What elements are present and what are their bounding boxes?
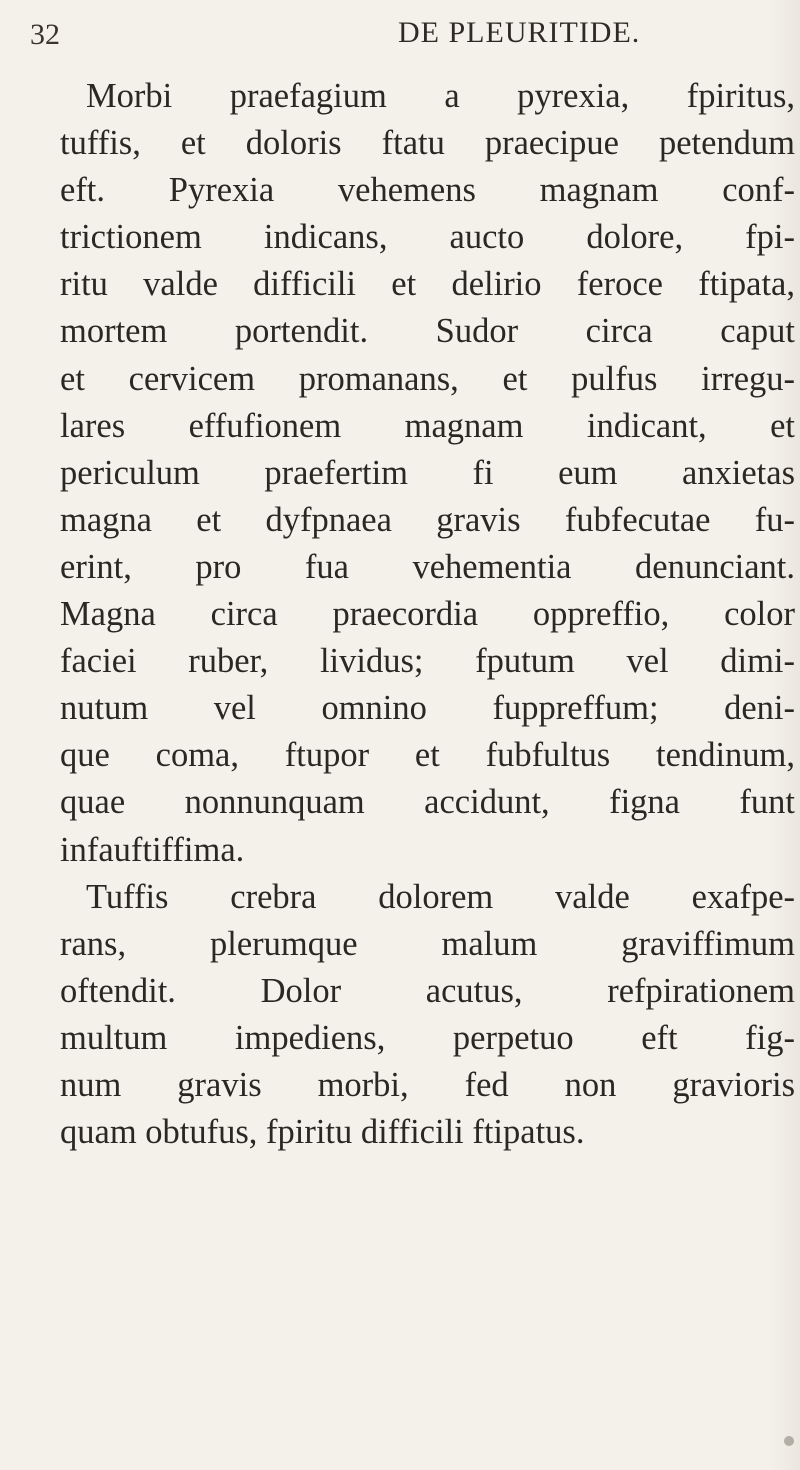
text-line: ritu valde difficili et delirio feroce ftipata, xyxy=(60,265,795,304)
text-line: oftendit. Dolor acutus, refpirationem xyxy=(60,971,795,1010)
running-title: DE PLEURITIDE. xyxy=(398,16,641,49)
text-line: multum impediens, perpetuo eft fig- xyxy=(60,1018,795,1057)
body-text xyxy=(60,73,795,1156)
text-line: et cervicem promanans, et pulfus irregu- xyxy=(60,359,795,398)
text-line: erint, pro fua vehementia denunciant. xyxy=(60,547,795,586)
text-line: num gravis morbi, fed non gravioris xyxy=(60,1065,795,1104)
text-line: periculum praefertim fi eum anxietas xyxy=(60,453,795,492)
text-line: infauftiffima. xyxy=(60,830,245,869)
paragraph-2 xyxy=(60,874,795,1157)
text-line: magna et dyfpnaea gravis fubfecutae fu- xyxy=(60,500,795,539)
text-line: Magna circa praecordia oppreffio, color xyxy=(60,595,795,634)
text-line: trictionem indicans, aucto dolore, fpi- xyxy=(60,218,795,257)
ink-spot xyxy=(784,1436,794,1446)
text-line: mortem portendit. Sudor circa caput xyxy=(60,312,795,351)
text-line: quam obtufus, fpiritu difficili ftipatus. xyxy=(60,1113,585,1152)
text-line: tuffis, et doloris ftatu praecipue petendum xyxy=(60,124,795,163)
text-line: lares effufionem magnam indicant, et xyxy=(60,406,795,445)
text-line: Morbi praefagium a pyrexia, fpiritus, xyxy=(86,77,795,115)
text-line: rans, plerumque malum graviffimum xyxy=(60,924,795,963)
text-line: quae nonnunquam accidunt, figna funt xyxy=(60,783,795,822)
text-line: que coma, ftupor et fubfultus tendinum, xyxy=(60,736,795,775)
running-head xyxy=(0,10,800,50)
text-line: nutum vel omnino fuppreffum; deni- xyxy=(60,689,795,728)
text-line: eft. Pyrexia vehemens magnam conf- xyxy=(60,171,795,210)
page-number: 32 xyxy=(30,18,60,51)
text-line: faciei ruber, lividus; fputum vel dimi- xyxy=(60,642,795,681)
text-line: Tuffis crebra dolorem valde exafpe- xyxy=(86,877,795,916)
paragraph-1 xyxy=(60,73,795,874)
